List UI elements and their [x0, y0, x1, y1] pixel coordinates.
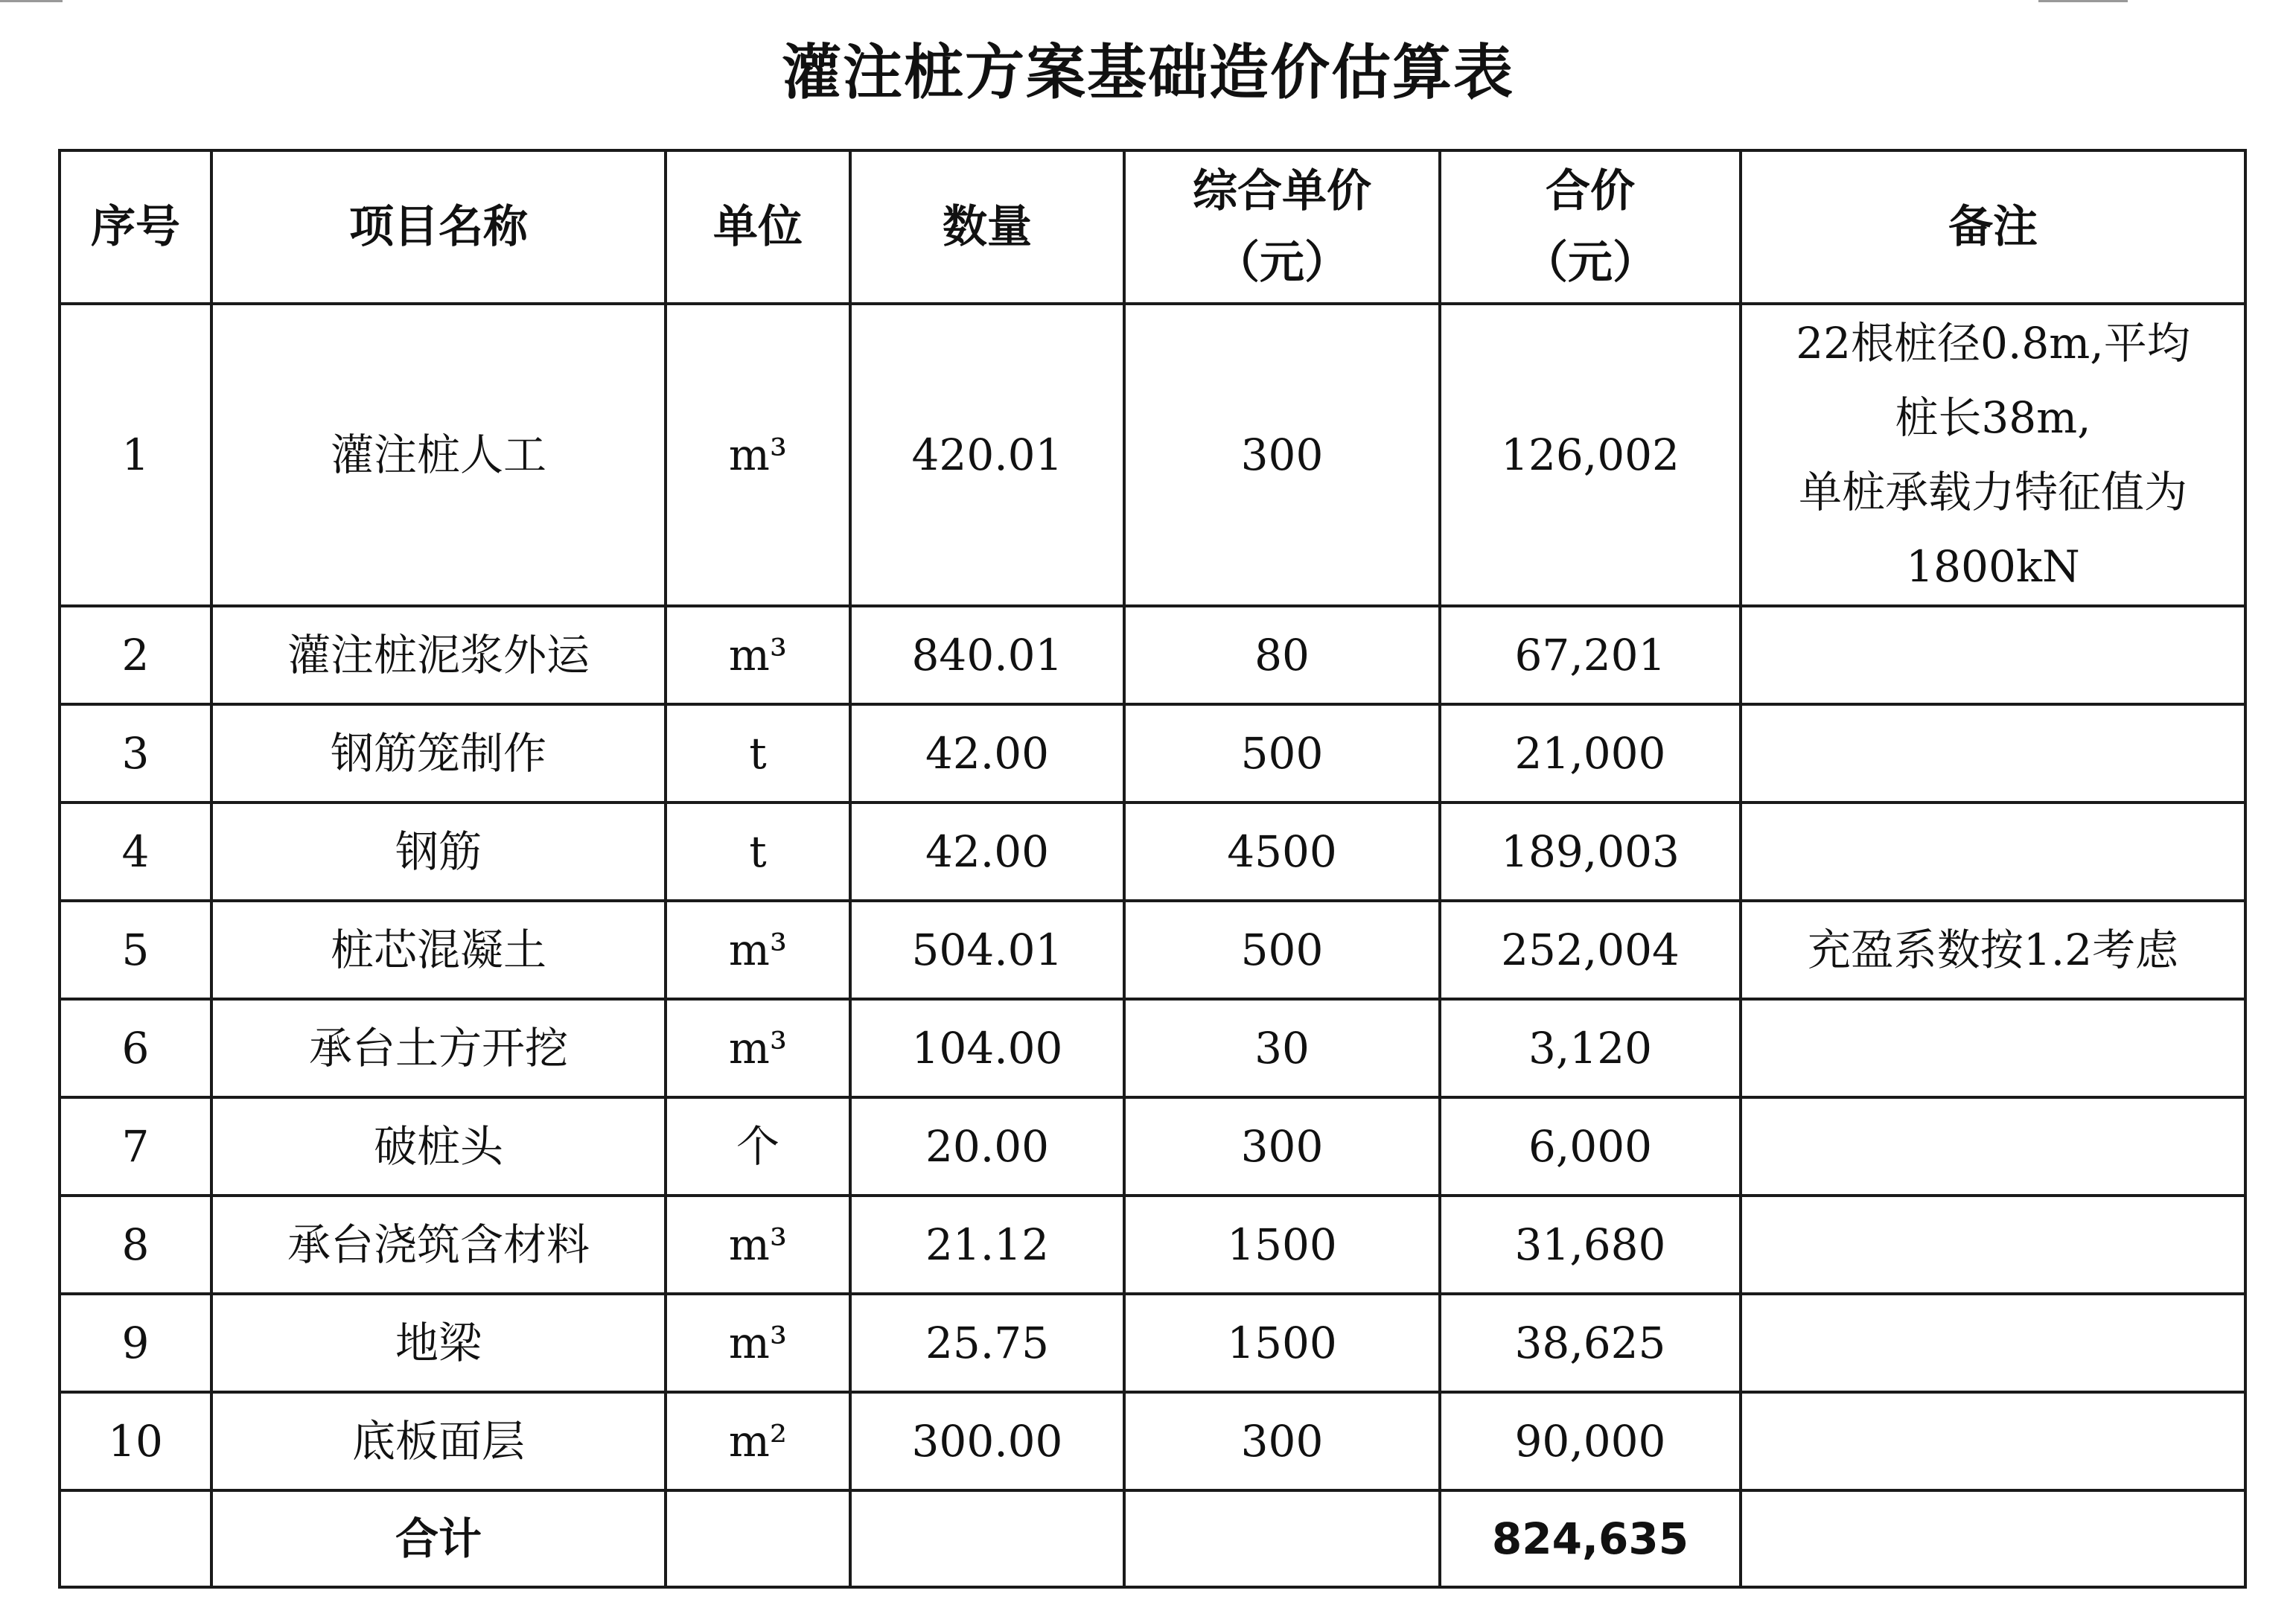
cell-remark: [1741, 606, 2245, 704]
cell-quantity: 104.00: [850, 999, 1124, 1097]
cell-unit: m³: [666, 1196, 850, 1294]
cell-unit: t: [666, 802, 850, 901]
cell-unit: m³: [666, 606, 850, 704]
cell-remark: [1741, 1097, 2245, 1196]
cell-total: 21,000: [1440, 704, 1741, 802]
table-row: [60, 704, 2245, 802]
header-total-label: 合价: [1546, 165, 1635, 217]
remark-line: 22根桩径0.8m,平均: [1796, 318, 2190, 368]
cell-seq: 3: [60, 704, 211, 802]
cell-unit: t: [666, 704, 850, 802]
cell-unit-price: 1500: [1124, 1196, 1440, 1294]
cell-item-name: 破桩头: [211, 1097, 666, 1196]
top-left-edge-line: [0, 0, 63, 2]
cell-total: 126,002: [1440, 304, 1741, 606]
cell-seq: 2: [60, 606, 211, 704]
cell-item-name: 地梁: [211, 1294, 666, 1392]
cell-seq: 7: [60, 1097, 211, 1196]
table-row: [60, 1294, 2245, 1392]
cell-remark: [1741, 1490, 2245, 1587]
cell-unit-price: 1500: [1124, 1294, 1440, 1392]
header-total-currency: （元）: [1523, 237, 1657, 289]
header-seq: 序号: [60, 150, 211, 304]
cell-unit-price: 500: [1124, 704, 1440, 802]
cell-remark: [1741, 304, 2245, 606]
cell-total: 6,000: [1440, 1097, 1741, 1196]
cell-unit: m³: [666, 999, 850, 1097]
cell-unit: m³: [666, 1294, 850, 1392]
top-right-edge-line: [2038, 0, 2128, 2]
cell-seq: [60, 1490, 211, 1587]
cell-total: 38,625: [1440, 1294, 1741, 1392]
table-header-row: [60, 150, 2245, 304]
remark-line: 单桩承载力特征值为: [1798, 467, 2187, 517]
cell-quantity: 420.01: [850, 304, 1124, 606]
cell-unit-price: [1124, 1490, 1440, 1587]
cell-quantity: 300.00: [850, 1392, 1124, 1490]
total-label: 合计: [211, 1490, 666, 1587]
cell-total: 31,680: [1440, 1196, 1741, 1294]
header-unit-price-label: 综合单价: [1193, 165, 1371, 217]
remark-line: 1800kN: [1906, 541, 2080, 592]
cell-item-name: 承台浇筑含材料: [211, 1196, 666, 1294]
cell-total: 252,004: [1440, 901, 1741, 999]
header-remark: 备注: [1741, 150, 2245, 304]
header-unit-price: [1124, 150, 1440, 304]
header-total: [1440, 150, 1741, 304]
cell-seq: 6: [60, 999, 211, 1097]
cell-unit-price: 300: [1124, 304, 1440, 606]
cell-unit: m³: [666, 304, 850, 606]
table-row: [60, 999, 2245, 1097]
cell-total: 189,003: [1440, 802, 1741, 901]
cell-quantity: 20.00: [850, 1097, 1124, 1196]
cell-unit-price: 80: [1124, 606, 1440, 704]
cell-unit: m³: [666, 901, 850, 999]
cell-total: 90,000: [1440, 1392, 1741, 1490]
cell-item-name: 灌注桩人工: [211, 304, 666, 606]
remark-line: 桩长38m,: [1895, 392, 2091, 443]
table-row: [60, 1196, 2245, 1294]
cell-item-name: 底板面层: [211, 1392, 666, 1490]
cell-seq: 4: [60, 802, 211, 901]
table-row: [60, 606, 2245, 704]
cell-unit-price: 300: [1124, 1097, 1440, 1196]
cell-remark: 充盈系数按1.2考虑: [1741, 901, 2245, 999]
cell-seq: 8: [60, 1196, 211, 1294]
cell-unit-price: 4500: [1124, 802, 1440, 901]
cell-seq: 9: [60, 1294, 211, 1392]
cell-quantity: 42.00: [850, 704, 1124, 802]
cell-item-name: 钢筋笼制作: [211, 704, 666, 802]
cell-item-name: 桩芯混凝土: [211, 901, 666, 999]
table-row: [60, 1097, 2245, 1196]
header-unit: 单位: [666, 150, 850, 304]
cell-remark: [1741, 1196, 2245, 1294]
header-quantity: 数量: [850, 150, 1124, 304]
cost-estimate-table: [58, 149, 2247, 1589]
cell-remark: [1741, 999, 2245, 1097]
table-row: [60, 802, 2245, 901]
cell-quantity: 21.12: [850, 1196, 1124, 1294]
cell-item-name: 钢筋: [211, 802, 666, 901]
cell-seq: 5: [60, 901, 211, 999]
cell-unit-price: 300: [1124, 1392, 1440, 1490]
cell-item-name: 灌注桩泥浆外运: [211, 606, 666, 704]
cell-item-name: 承台土方开挖: [211, 999, 666, 1097]
header-unit-price-currency: （元）: [1215, 237, 1349, 289]
page-title: 灌注桩方案基础造价估算表: [782, 38, 1514, 107]
cell-remark: [1741, 802, 2245, 901]
cell-quantity: 25.75: [850, 1294, 1124, 1392]
total-row: [60, 1490, 2245, 1587]
cell-remark: [1741, 704, 2245, 802]
cell-total: 3,120: [1440, 999, 1741, 1097]
cell-unit: m²: [666, 1392, 850, 1490]
header-item-name: 项目名称: [211, 150, 666, 304]
cell-total: 67,201: [1440, 606, 1741, 704]
cell-seq: 10: [60, 1392, 211, 1490]
cell-seq: 1: [60, 304, 211, 606]
cell-quantity: 42.00: [850, 802, 1124, 901]
cell-quantity: 840.01: [850, 606, 1124, 704]
table-row: [60, 304, 2245, 606]
cell-unit-price: 500: [1124, 901, 1440, 999]
cell-unit: [666, 1490, 850, 1587]
cell-remark: [1741, 1294, 2245, 1392]
table-row: [60, 901, 2245, 999]
total-amount: 824,635: [1440, 1490, 1741, 1587]
cell-quantity: [850, 1490, 1124, 1587]
cell-remark: [1741, 1392, 2245, 1490]
cell-unit: 个: [666, 1097, 850, 1196]
cell-unit-price: 30: [1124, 999, 1440, 1097]
cell-quantity: 504.01: [850, 901, 1124, 999]
table-row: [60, 1392, 2245, 1490]
